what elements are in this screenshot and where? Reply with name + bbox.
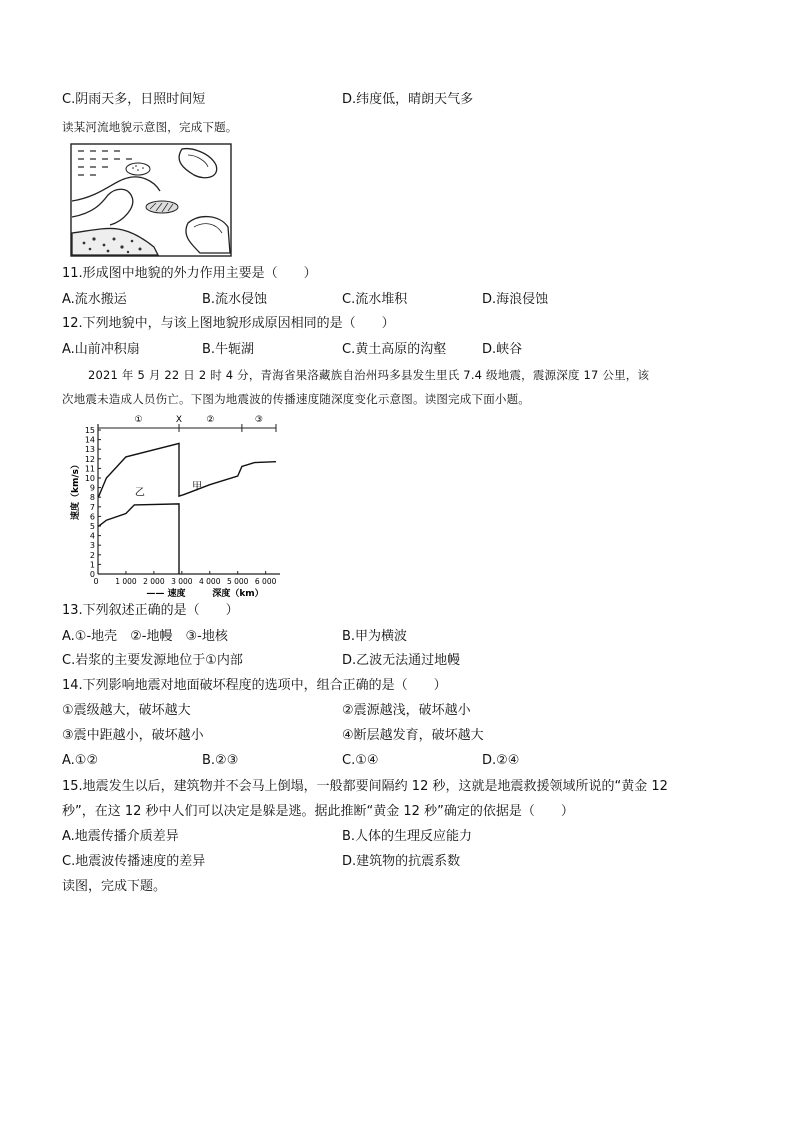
q15-stem-line1: 15.地震发生以后，建筑物并不会马上倒塌，一般都要间隔约 12 秒，这就是地震救援领域所说的“黄金 12 <box>62 779 668 794</box>
y-tick-label: 9 <box>89 483 95 493</box>
river-landform-figure <box>70 143 232 257</box>
q11-option-d: D.海浪侵蚀 <box>482 292 549 307</box>
series-label: 甲 <box>192 481 203 493</box>
q15-option-b: B.人体的生理反应能力 <box>342 829 473 844</box>
y-tick-label: 1 <box>89 560 95 570</box>
chart-ylabel: 速度（km/s） <box>71 459 81 521</box>
q12-option-d: D.峡谷 <box>482 342 523 357</box>
q15-option-c: C.地震波传播速度的差异 <box>62 854 206 869</box>
q13-option-a: A.①-地壳 ②-地幔 ③-地核 <box>62 629 228 644</box>
outro-text: 读图，完成下题。 <box>62 879 167 894</box>
seismic-wave-chart <box>62 410 302 600</box>
x-tick-label: 3 000 <box>171 577 193 586</box>
x-tick-label: 5 000 <box>226 577 249 586</box>
series-line-乙 <box>98 504 179 574</box>
q11-option-c: C.流水堆积 <box>342 292 408 307</box>
q15-option-a: A.地震传播介质差异 <box>62 829 179 844</box>
x-tick-label: 2 000 <box>143 577 165 586</box>
series-line-甲 <box>98 443 276 497</box>
layer-label: ① <box>134 415 143 425</box>
q14-item-1: ①震级越大，破坏越大 <box>62 703 191 718</box>
q11-stem: 11.形成图中地貌的外力作用主要是（ ） <box>62 266 317 281</box>
layer-label: X <box>175 415 183 425</box>
y-tick-label: 0 <box>89 570 95 579</box>
layer-label: ③ <box>254 415 263 425</box>
y-tick-label: 7 <box>89 502 95 512</box>
q13-option-b: B.甲为横波 <box>342 629 408 644</box>
q13-stem: 13.下列叙述正确的是（ ） <box>62 603 239 618</box>
y-tick-label: 5 <box>89 522 95 531</box>
q14-option-a: A.①② <box>62 753 99 768</box>
q11-option-a: A.流水搬运 <box>62 292 127 307</box>
q12-stem: 12.下列地貌中，与该上图地貌形成原因相同的是（ ） <box>62 316 395 331</box>
y-tick-label: 15 <box>84 426 95 435</box>
q10-option-d: D.纬度低，晴朗天气多 <box>342 92 474 107</box>
q14-item-4: ④断层越发育，破坏越大 <box>342 728 484 743</box>
y-tick-label: 14 <box>84 435 95 445</box>
q14-item-2: ②震源越浅，破坏越小 <box>342 703 471 718</box>
q12-option-a: A.山前冲积扇 <box>62 342 140 357</box>
q15-option-d: D.建筑物的抗震系数 <box>342 854 461 869</box>
x-tick-label: 4 000 <box>199 577 221 586</box>
q14-option-b: B.②③ <box>202 753 239 768</box>
x-tick-label: 6 000 <box>254 577 277 586</box>
q13-option-d: D.乙波无法通过地幔 <box>342 653 461 668</box>
series-label: 乙 <box>134 487 145 499</box>
q11-option-b: B.流水侵蚀 <box>202 292 268 307</box>
q14-stem: 14.下列影响地震对地面破坏程度的选项中，组合正确的是（ ） <box>62 678 447 693</box>
y-tick-label: 3 <box>89 541 95 551</box>
intro-quake-line1: 2021 年 5 月 22 日 2 时 4 分，青海省果洛藏族自治州玛多县发生里氏 7.4 级地震，震源深度 17 公里，该 <box>88 368 650 382</box>
x-tick-label: 0 <box>93 577 99 586</box>
q14-option-c: C.①④ <box>342 753 379 768</box>
q14-option-d: D.②④ <box>482 753 520 768</box>
y-tick-label: 8 <box>89 493 95 503</box>
y-tick-label: 11 <box>84 464 95 474</box>
q12-option-c: C.黄土高原的沟壑 <box>342 342 447 357</box>
q12-option-b: B.牛轭湖 <box>202 342 255 357</box>
q14-item-3: ③震中距越小，破坏越小 <box>62 728 204 743</box>
y-tick-label: 2 <box>89 550 95 560</box>
y-tick-label: 13 <box>84 445 95 455</box>
chart-xlabel-depth: 深度（km） <box>212 589 264 599</box>
x-tick-label: 1 000 <box>115 577 137 586</box>
y-tick-label: 6 <box>89 512 95 522</box>
y-tick-label: 4 <box>89 531 95 541</box>
q13-option-c: C.岩浆的主要发源地位于①内部 <box>62 653 243 668</box>
y-tick-label: 10 <box>84 474 95 483</box>
intro-quake-line2: 次地震未造成人员伤亡。下图为地震波的传播速度随深度变化示意图。读图完成下面小题。 <box>62 392 530 406</box>
q15-stem-line2: 秒”，在这 12 秒中人们可以决定是躲是逃。据此推断“黄金 12 秒”确定的依据是（ ） <box>62 804 574 819</box>
layer-label: ② <box>206 415 215 425</box>
q10-option-c: C.阴雨天多，日照时间短 <box>62 92 206 107</box>
chart-xlabel-speed: —— 速度 <box>146 589 186 599</box>
y-tick-label: 12 <box>84 454 95 464</box>
intro-river: 读某河流地貌示意图，完成下题。 <box>62 120 238 134</box>
